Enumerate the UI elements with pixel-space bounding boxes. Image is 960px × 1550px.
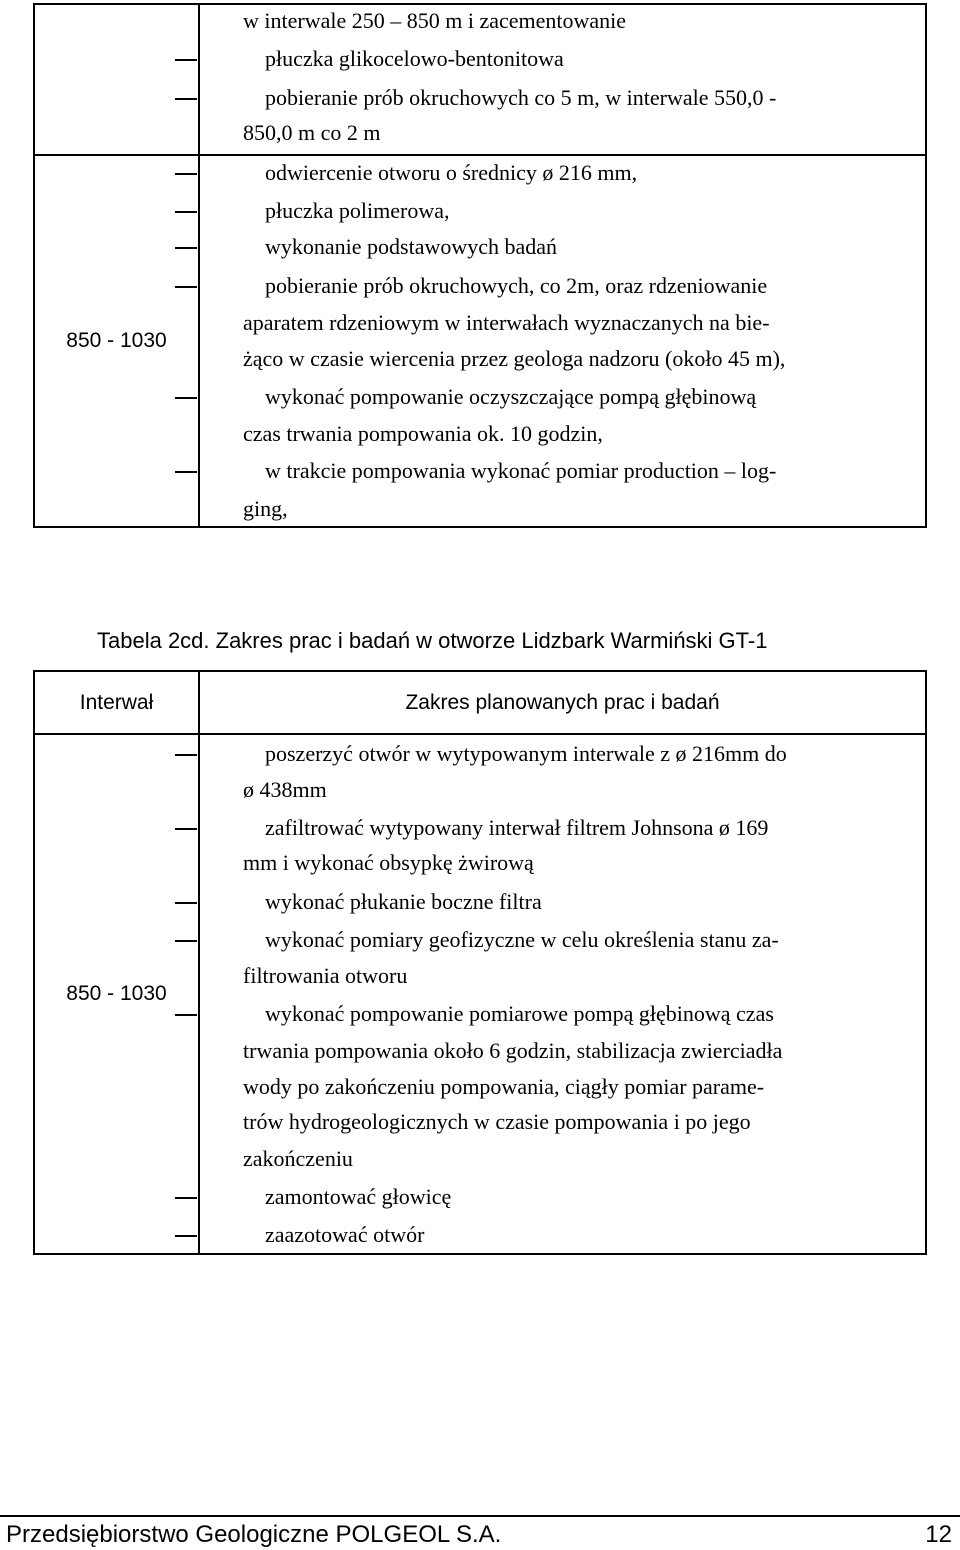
dash-bullet <box>175 59 197 61</box>
list-item-continuation: żąco w czasie wiercenia przez geologa nadzoru (około 45 m), <box>243 346 786 371</box>
page-number: 12 <box>925 1521 952 1548</box>
list-item-continuation: mm i wykonać obsypkę żwirową <box>243 850 534 875</box>
interval-value: 850 - 1030 <box>66 982 167 1005</box>
table-continuation <box>33 3 927 528</box>
list-item: odwiercenie otworu o średnicy ø 216 mm, <box>265 160 638 185</box>
dash-bullet <box>175 754 197 756</box>
list-item: zaazotować otwór <box>265 1222 425 1247</box>
dash-bullet <box>175 98 197 100</box>
dash-bullet <box>175 471 197 473</box>
dash-bullet <box>175 1235 197 1237</box>
list-item: zafiltrować wytypowany interwał filtrem Johnsona ø 169 <box>265 815 769 840</box>
footer-rule <box>0 1515 960 1517</box>
list-item: pobieranie prób okruchowych, co 2m, oraz rdzeniowanie <box>265 273 768 298</box>
footer-company: Przedsiębiorstwo Geologiczne POLGEOL S.A. <box>6 1521 502 1548</box>
dash-bullet <box>175 828 197 830</box>
header-scope: Zakres planowanych prac i badań <box>405 690 720 714</box>
list-item: płuczka glikocelowo-bentonitowa <box>265 46 564 71</box>
list-item: wykonać płukanie boczne filtra <box>265 889 542 914</box>
dash-bullet <box>175 173 197 175</box>
list-item-continuation: aparatem rdzeniowym w interwałach wyznaczanych na bie- <box>243 310 770 335</box>
list-item: w interwale 250 – 850 m i zacementowanie <box>243 8 627 33</box>
list-item-continuation: filtrowania otworu <box>243 963 408 988</box>
dash-bullet <box>175 286 197 288</box>
list-item-continuation: 850,0 m co 2 m <box>243 120 381 145</box>
list-item: wykonanie podstawowych badań <box>265 234 558 259</box>
list-item-continuation: czas trwania pompowania ok. 10 godzin, <box>243 421 603 446</box>
header-interval: Interwał <box>79 690 154 714</box>
dash-bullet <box>175 247 197 249</box>
dash-bullet <box>175 397 197 399</box>
list-item-continuation: trwania pompowania około 6 godzin, stabilizacja zwierciadła <box>243 1038 783 1063</box>
dash-bullet <box>175 1197 197 1199</box>
interval-cell <box>35 735 198 1253</box>
list-item-continuation: zakończeniu <box>243 1146 353 1171</box>
list-item: wykonać pompowanie oczyszczające pompą głębinową <box>265 384 757 409</box>
interval-value: 850 - 1030 <box>66 329 167 352</box>
dash-bullet <box>175 940 197 942</box>
list-item: płuczka polimerowa, <box>265 198 450 223</box>
table-caption: Tabela 2cd. Zakres prac i badań w otworze Lidzbark Warmiński GT-1 <box>97 628 768 653</box>
dash-bullet <box>175 211 197 213</box>
list-item-continuation: ging, <box>243 496 288 521</box>
list-item: pobieranie prób okruchowych co 5 m, w interwale 550,0 - <box>265 85 777 110</box>
dash-bullet <box>175 1014 197 1016</box>
list-item-continuation: trów hydrogeologicznych w czasie pompowania i po jego <box>243 1109 751 1134</box>
column-divider <box>198 5 200 526</box>
list-item-continuation: wody po zakończeniu pompowania, ciągły pomiar parame- <box>243 1074 765 1099</box>
list-item: zamontować głowicę <box>265 1184 452 1209</box>
list-item: wykonać pompowanie pomiarowe pompą głębinową czas <box>265 1001 774 1026</box>
list-item: wykonać pomiary geofizyczne w celu określenia stanu za- <box>265 927 779 952</box>
list-item-continuation: ø 438mm <box>243 777 327 802</box>
dash-bullet <box>175 902 197 904</box>
interval-cell <box>35 156 198 526</box>
list-item: poszerzyć otwór w wytypowanym interwale z ø 216mm do <box>265 741 787 766</box>
column-divider <box>198 672 200 1253</box>
list-item: w trakcie pompowania wykonać pomiar production – log- <box>265 458 777 483</box>
